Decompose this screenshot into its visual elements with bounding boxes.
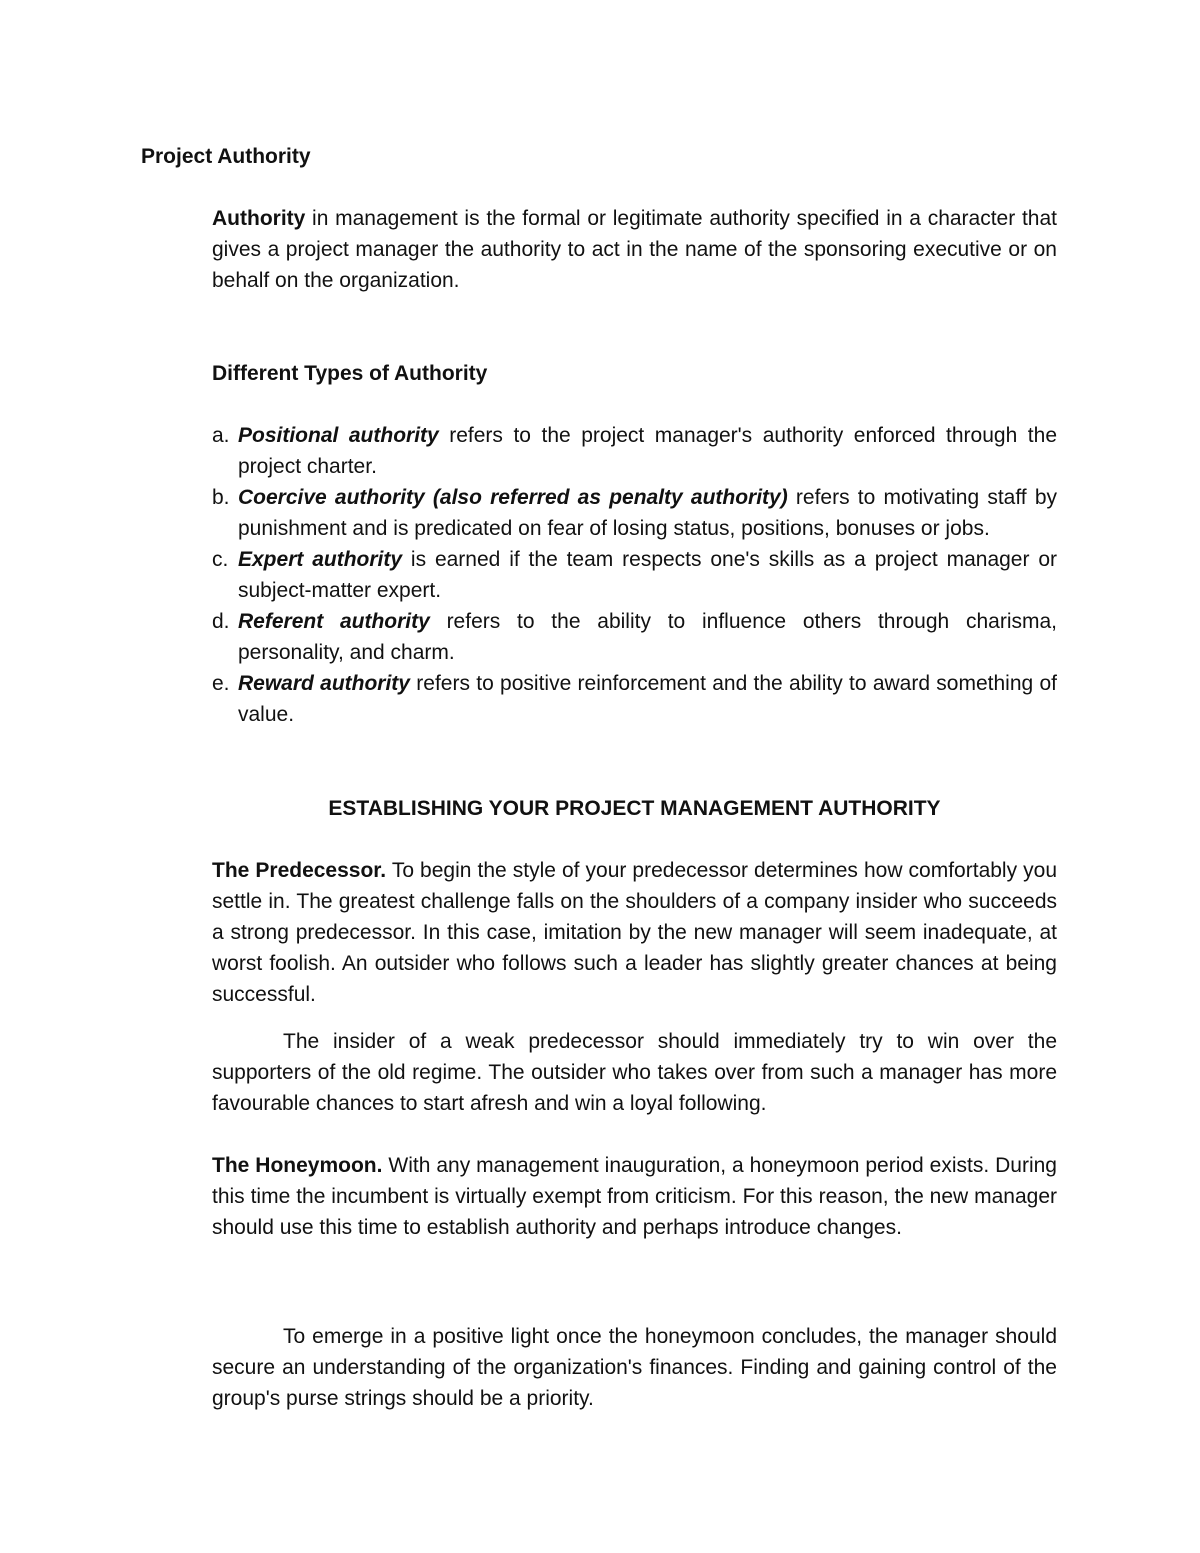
list-item	[212, 606, 1057, 668]
honeymoon-text: With any management inauguration, a honeymoon period exists. During this time the incumbent is virtually exempt from criticism. For this reason, the new manager should use this time to establish authority and perhaps introduce changes.	[212, 1154, 1057, 1239]
type-term: Expert authority	[238, 548, 403, 571]
list-item	[212, 482, 1057, 544]
establishing-heading: ESTABLISHING YOUR PROJECT MANAGEMENT AUTHORITY	[328, 797, 941, 820]
predecessor-followup-paragraph	[212, 1026, 1057, 1119]
honeymoon-followup-text: To emerge in a positive light once the honeymoon concludes, the manager should secure an understanding of the organization's finances. Finding and gaining control of the group's purse strings should be a priority.	[212, 1325, 1057, 1410]
honeymoon-followup-paragraph	[212, 1321, 1057, 1414]
type-text: is earned if the team respects one's skills as a project manager or subject-matter expert.	[238, 548, 1058, 602]
list-marker: a.	[212, 424, 230, 447]
intro-text: in management is the formal or legitimate authority specified in a character that gives a project manager the authority to act in the name of the sponsoring executive or on behalf on the organization.	[212, 207, 1057, 292]
type-term: Positional authority	[238, 424, 439, 447]
type-text: refers to motivating staff by punishment and is predicated on fear of losing status, positions, bonuses or jobs.	[238, 486, 1057, 540]
list-marker: d.	[212, 610, 230, 633]
intro-term: Authority	[212, 207, 306, 230]
type-text: refers to positive reinforcement and the ability to award something of value.	[238, 672, 1057, 726]
predecessor-paragraph	[212, 855, 1057, 1010]
type-term: Referent authority	[238, 610, 430, 633]
type-text: refers to the project manager's authority enforced through the project charter.	[238, 424, 1057, 478]
type-text: refers to the ability to influence others through charisma, personality, and charm.	[238, 610, 1057, 664]
predecessor-text: To begin the style of your predecessor determines how comfortably you settle in. The greatest challenge falls on the shoulders of a company insider who succeeds a strong predecessor. In this case, imitation by the new manager will seem inadequate, at worst foolish. An outsider who follows such a leader has slightly greater chances at being successful.	[212, 859, 1057, 1006]
honeymoon-lead: The Honeymoon.	[212, 1154, 383, 1177]
type-term: Reward authority	[238, 672, 410, 695]
list-marker: c.	[212, 548, 229, 571]
list-marker: e.	[212, 672, 230, 695]
type-term: Coercive authority (also referred as penalty authority)	[238, 486, 788, 509]
list-item	[212, 544, 1057, 606]
list-item	[212, 420, 1057, 482]
honeymoon-paragraph	[212, 1150, 1057, 1243]
intro-paragraph	[212, 203, 1057, 296]
authority-types-list	[212, 420, 1057, 730]
predecessor-lead: The Predecessor.	[212, 859, 387, 882]
list-marker: b.	[212, 486, 230, 509]
predecessor-followup-text: The insider of a weak predecessor should immediately try to win over the supporters of the old regime. The outsider who takes over from such a manager has more favourable chances to start afresh and win a loyal following.	[212, 1030, 1057, 1115]
list-item	[212, 668, 1057, 730]
document-title: Project Authority	[141, 145, 311, 168]
types-heading: Different Types of Authority	[212, 362, 488, 385]
